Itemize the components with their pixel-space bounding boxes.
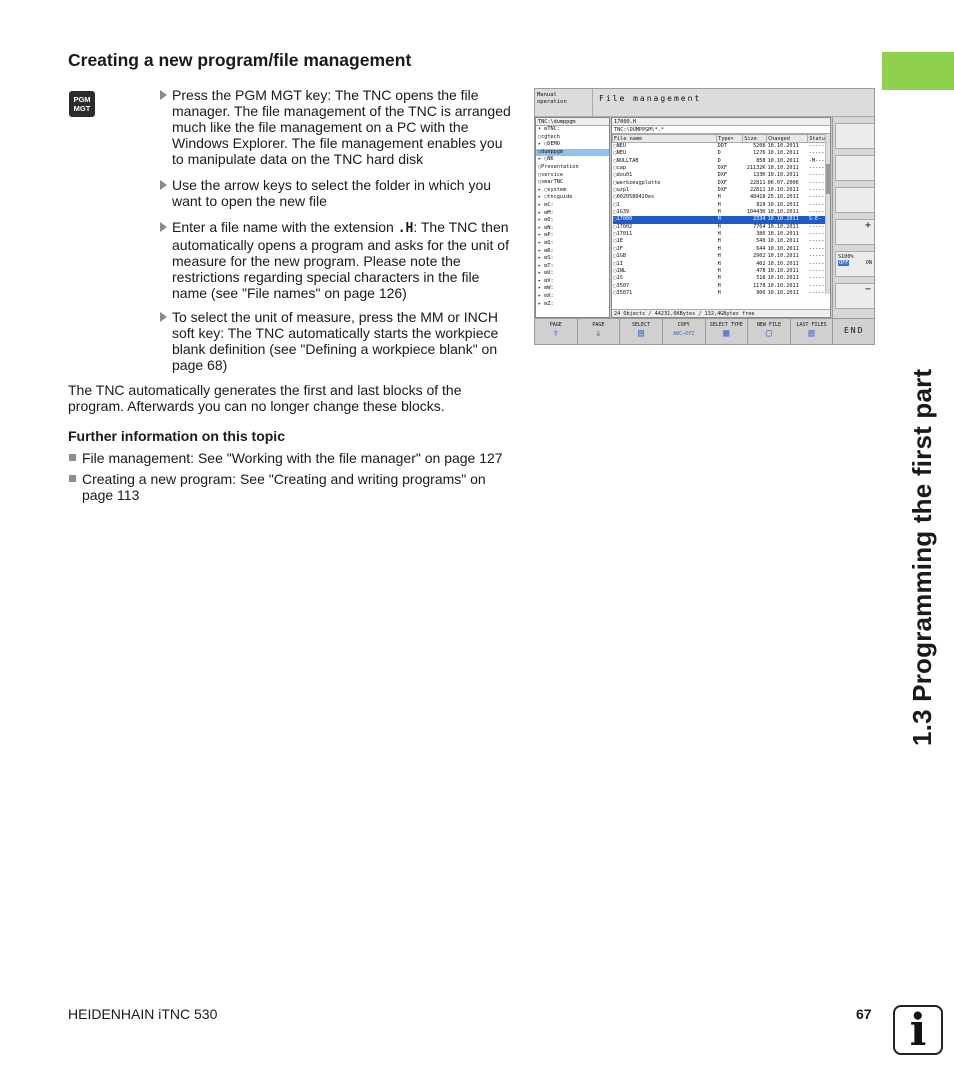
file-cell: ----- bbox=[808, 260, 825, 267]
tree-item[interactable]: ▢smarTNC bbox=[538, 179, 563, 186]
softkey-last-files[interactable] bbox=[791, 319, 834, 345]
file-cell: ----- bbox=[808, 275, 825, 282]
file-cell: 10.10.2011 bbox=[767, 187, 799, 194]
file-column-header[interactable]: Size bbox=[743, 135, 767, 143]
file-cell: DXF bbox=[717, 165, 728, 172]
arrow-bullet-icon bbox=[160, 312, 167, 322]
file-cell: 10.10.2011 bbox=[767, 223, 799, 230]
file-cell: 7764 bbox=[753, 223, 766, 230]
file-row[interactable] bbox=[613, 224, 830, 231]
file-cell: H bbox=[717, 216, 743, 223]
file-cell: D bbox=[717, 150, 721, 157]
footer-product: HEIDENHAIN iTNC 530 bbox=[68, 1006, 218, 1022]
file-cell: D bbox=[717, 157, 721, 164]
file-cell: ▢17000 bbox=[613, 216, 717, 223]
file-cell: 10.10.2011 bbox=[767, 231, 799, 238]
file-cell: 10.10.2011 bbox=[767, 172, 799, 179]
tree-item[interactable]: ▸ ▢tncguide bbox=[538, 194, 573, 201]
file-cell: ▢NEU bbox=[613, 143, 626, 149]
tree-item[interactable]: ▢dumppgm bbox=[536, 149, 609, 157]
file-cell: ▢uzp1 bbox=[613, 187, 630, 194]
file-cell: 386 bbox=[756, 231, 766, 238]
arrow-bullet-icon bbox=[160, 222, 167, 232]
file-cell: 478 bbox=[756, 267, 766, 274]
file-cell: H bbox=[717, 260, 721, 267]
file-cell: 2902 bbox=[753, 253, 766, 260]
file-cell: ▢1NL bbox=[613, 267, 626, 274]
file-row[interactable] bbox=[613, 194, 830, 201]
file-row[interactable] bbox=[613, 216, 830, 223]
file-row[interactable] bbox=[613, 143, 830, 151]
softkey-page[interactable] bbox=[578, 319, 621, 345]
file-cell: 5208 bbox=[753, 143, 766, 149]
softkey-end[interactable] bbox=[833, 319, 875, 345]
file-cell: ----- bbox=[808, 165, 825, 172]
mode-line: Manual bbox=[537, 92, 557, 98]
directory-tree bbox=[535, 117, 610, 318]
step-4-text: To select the unit of measure, press the MM or INCH soft key: The TNC automatically starts the workpiece blank definition (see "Defining a workpiece blank" on page 68) bbox=[172, 309, 499, 373]
file-cell: 518 bbox=[756, 275, 766, 282]
square-bullet-icon bbox=[69, 475, 76, 482]
file-cell: 10.10.2011 bbox=[767, 282, 799, 289]
file-cell: H bbox=[717, 231, 721, 238]
tree-item[interactable]: ▸ ▢DEMO bbox=[538, 141, 560, 148]
file-cell: ----- bbox=[808, 201, 825, 208]
file-cell: ----- bbox=[808, 150, 825, 157]
softkey-label: PAGE bbox=[549, 322, 562, 328]
body-paragraph: The TNC automatically generates the first and last blocks of the program. Afterwards you can no longer change these blocks. bbox=[68, 382, 462, 414]
tree-item[interactable]: ▢Presentation bbox=[538, 163, 579, 170]
softkey-icon: ▢ bbox=[765, 328, 772, 339]
tree-item[interactable]: ▸ ⊟X: bbox=[538, 293, 554, 300]
file-cell: 10.10.2011 bbox=[767, 157, 799, 164]
file-cell: ▢NULLTAB bbox=[613, 157, 639, 164]
softkey-copy[interactable] bbox=[663, 319, 706, 345]
file-cell: ▢0020580420es bbox=[613, 194, 655, 201]
page-number: 67 bbox=[856, 1006, 872, 1022]
mode-line: operation bbox=[537, 99, 567, 105]
file-cell: ▢1GB bbox=[613, 253, 626, 260]
file-cell: 10.10.2011 bbox=[767, 260, 799, 267]
softkey-select[interactable] bbox=[620, 319, 663, 345]
file-cell: DXF bbox=[717, 172, 728, 179]
tree-item[interactable]: ▸ ⊟U: bbox=[538, 270, 554, 277]
file-cell: H bbox=[717, 275, 721, 282]
file-list bbox=[611, 117, 831, 318]
file-cell: H bbox=[717, 289, 721, 296]
minus-icon: − bbox=[835, 283, 875, 309]
softkey-select-type[interactable] bbox=[706, 319, 749, 345]
file-cell: ▢dou01 bbox=[613, 172, 633, 179]
tree-item[interactable]: ▸ ⊟R: bbox=[538, 247, 554, 254]
file-cell: 10.10.2011 bbox=[767, 201, 799, 208]
further-info-item bbox=[68, 450, 514, 466]
info-icon bbox=[893, 1005, 943, 1055]
file-row[interactable] bbox=[613, 238, 830, 245]
file-cell: ----- bbox=[808, 209, 825, 216]
file-row[interactable] bbox=[613, 187, 830, 194]
file-cell: ----- bbox=[808, 238, 825, 245]
file-cell: 906 bbox=[756, 289, 766, 296]
file-cell: 10.10.2011 bbox=[767, 216, 808, 223]
file-cell: ----- bbox=[808, 289, 825, 296]
tree-item[interactable]: ▢service bbox=[538, 171, 563, 178]
tree-item[interactable]: ▸ ⊟M: bbox=[538, 209, 554, 216]
file-cell: 828 bbox=[756, 201, 766, 208]
file-cell: -M--- bbox=[808, 157, 825, 164]
file-cell: ----- bbox=[808, 172, 825, 179]
softkey-new-file[interactable] bbox=[748, 319, 791, 345]
file-cell: 402 bbox=[756, 260, 766, 267]
tree-item[interactable]: ▸ ⊟N: bbox=[538, 224, 554, 231]
softkey-label: SELECT bbox=[632, 322, 651, 328]
tree-item[interactable]: ▸ ⊟Q: bbox=[538, 239, 554, 246]
file-cell: H bbox=[717, 201, 721, 208]
softkey-icon: ▤ bbox=[638, 328, 645, 339]
file-column-header[interactable]: Type▾ bbox=[717, 135, 743, 143]
softkey-label: LAST FILES bbox=[796, 322, 827, 328]
file-cell: ----- bbox=[808, 194, 825, 201]
file-row[interactable] bbox=[613, 290, 830, 297]
operating-mode bbox=[535, 89, 593, 117]
file-row[interactable] bbox=[613, 172, 830, 179]
tree-item[interactable]: ▸ ⊟C: bbox=[538, 201, 554, 208]
tree-item[interactable]: ▸ ⊟T: bbox=[538, 262, 554, 269]
file-cell: 10.10.2011 bbox=[767, 209, 799, 216]
axis-icon bbox=[835, 187, 875, 213]
file-list-scrollbar[interactable] bbox=[825, 134, 830, 294]
step-1-text: Press the PGM MGT key: The TNC opens the file manager. The file management of the TNC is arranged much like the file management on a PC with the Windows Explorer. The file management enables you to manipulate data on the TNC hard disk bbox=[172, 87, 511, 167]
file-cell: ▢1 bbox=[613, 201, 620, 208]
file-cell: 10.10.2011 bbox=[767, 165, 799, 172]
further-info-title: Further information on this topic bbox=[68, 428, 285, 444]
file-cell: 1276 bbox=[753, 150, 766, 157]
file-row[interactable] bbox=[613, 268, 830, 275]
tree-item[interactable]: ▸ ▢system bbox=[538, 186, 567, 193]
file-cell: 06.07.2006 bbox=[767, 179, 799, 186]
file-cell: ----- bbox=[808, 253, 825, 260]
softkey-icon: ABC→XYZ bbox=[673, 331, 695, 337]
scroll-thumb[interactable] bbox=[826, 164, 831, 194]
further-info-item bbox=[68, 471, 514, 503]
file-cell: ----- bbox=[808, 245, 825, 252]
file-column-header[interactable]: File name bbox=[613, 135, 717, 143]
on-label: ON bbox=[865, 260, 872, 266]
key-icon-line2: MGT bbox=[73, 104, 91, 113]
arrow-bullet-icon bbox=[160, 90, 167, 100]
plus-icon: + bbox=[835, 219, 875, 245]
file-cell: S-E- bbox=[808, 216, 830, 223]
softkey-label: PAGE bbox=[592, 322, 605, 328]
file-row[interactable] bbox=[613, 150, 830, 157]
softkey-icon: ⇑ bbox=[552, 328, 559, 339]
file-cell: 2334 bbox=[743, 216, 767, 223]
softkey-label: SELECT TYPE bbox=[709, 322, 743, 328]
step-2-text: Use the arrow keys to select the folder in which you want to open the new file bbox=[172, 177, 492, 209]
path-filter: TNC:\DUMPPGM\*.* bbox=[612, 126, 830, 134]
file-cell: ▢cap bbox=[613, 165, 626, 172]
file-cell: H bbox=[717, 267, 721, 274]
softkey-label: END bbox=[843, 326, 865, 335]
file-cell: 10443K bbox=[746, 209, 766, 216]
further-info-item-text: Creating a new program: See "Creating and writing programs" on page 113 bbox=[82, 471, 486, 503]
file-row[interactable] bbox=[613, 209, 830, 216]
file-cell: 48418 bbox=[749, 194, 766, 201]
file-cell: H bbox=[717, 194, 721, 201]
file-cell: ----- bbox=[808, 179, 825, 186]
tree-item[interactable]: ▸ ⊟Z: bbox=[538, 300, 554, 307]
file-row[interactable] bbox=[613, 275, 830, 282]
step-4 bbox=[160, 309, 512, 373]
file-cell: ▢17002 bbox=[613, 223, 633, 230]
chapter-side-title bbox=[900, 66, 940, 746]
softkey-icon: ▤ bbox=[808, 328, 815, 339]
file-cell: ----- bbox=[808, 223, 825, 230]
file-cell: 1178 bbox=[753, 282, 766, 289]
tree-item[interactable]: ▸ ⊟O: bbox=[538, 217, 554, 224]
file-cell: ▢17011 bbox=[613, 231, 633, 238]
tree-item[interactable]: ▸ ⊟W: bbox=[538, 285, 554, 292]
file-cell: 540 bbox=[756, 238, 766, 245]
file-table bbox=[612, 134, 830, 297]
file-cell: H bbox=[717, 282, 721, 289]
file-cell: ▢1E bbox=[613, 238, 623, 245]
file-row[interactable] bbox=[613, 165, 830, 172]
file-row[interactable] bbox=[613, 231, 830, 238]
file-cell: 858 bbox=[756, 157, 766, 164]
file-cell: 644 bbox=[756, 245, 766, 252]
file-cell: ----- bbox=[808, 267, 825, 274]
file-column-header[interactable]: Changed bbox=[767, 135, 808, 143]
step-3-before: Enter a file name with the extension bbox=[172, 219, 398, 235]
step-1 bbox=[160, 87, 512, 167]
step-3-after: : The TNC then automatically opens a program and asks for the unit of measure for the new program. Please note the restrictions regarding special characters in the file name (see "File names" on page 126) bbox=[172, 219, 509, 301]
key-icon-line1: PGM bbox=[73, 95, 91, 104]
file-cell: ▢1S bbox=[613, 275, 623, 282]
file-cell: ▢werkzeugplatte bbox=[613, 179, 661, 186]
file-cell: H bbox=[717, 223, 721, 230]
file-status-bar: 24 Objects / 44231,6KBytes / 132,4GBytes free bbox=[612, 309, 830, 317]
file-cell: ----- bbox=[808, 231, 825, 238]
file-row[interactable] bbox=[613, 158, 830, 165]
arrow-bullet-icon bbox=[160, 180, 167, 190]
file-cell: 133K bbox=[753, 172, 766, 179]
info-icon-glyph: i bbox=[909, 1005, 927, 1056]
step-2 bbox=[160, 177, 512, 209]
file-cell: H bbox=[717, 253, 721, 260]
file-cell: 21132K bbox=[746, 165, 766, 172]
machine-status-panel bbox=[832, 117, 875, 318]
tree-item[interactable]: ▾ ⊟TNC: bbox=[538, 126, 560, 132]
current-file: 17000.H bbox=[612, 118, 830, 126]
file-cell: 22811 bbox=[749, 179, 766, 186]
file-column-header[interactable]: Statu bbox=[808, 135, 830, 143]
further-info-item-text: File management: See "Working with the file manager" on page 127 bbox=[82, 450, 503, 466]
spindle-icon bbox=[835, 123, 875, 149]
file-cell: 10.10.2011 bbox=[767, 238, 799, 245]
file-cell: 10.10.2011 bbox=[767, 253, 799, 260]
file-cell: 25.10.2011 bbox=[767, 194, 799, 201]
file-management-title: File management bbox=[593, 89, 875, 117]
file-row[interactable] bbox=[613, 180, 830, 187]
file-cell: ▢1F bbox=[613, 245, 623, 252]
file-cell: ▢NEU bbox=[613, 150, 626, 157]
file-cell: 22811 bbox=[749, 187, 766, 194]
page-heading: Creating a new program/file management bbox=[68, 50, 412, 70]
softkey-label: NEW FILE bbox=[756, 322, 781, 328]
softkey-page[interactable] bbox=[535, 319, 578, 345]
file-cell: 10.10.2011 bbox=[767, 143, 799, 149]
pgm-mgt-key-icon bbox=[69, 91, 95, 117]
tree-item[interactable]: ▸ ⊟P: bbox=[538, 232, 554, 239]
file-cell: DXF bbox=[717, 179, 728, 186]
file-cell: 10.10.2011 bbox=[767, 245, 799, 252]
file-cell: ----- bbox=[808, 187, 825, 194]
file-cell: DXF bbox=[717, 187, 728, 194]
tree-path: TNC:\dumppgm bbox=[536, 118, 609, 126]
softkey-icon: ▦ bbox=[723, 328, 730, 339]
square-bullet-icon bbox=[69, 454, 76, 461]
step-3 bbox=[160, 219, 512, 301]
feed-override: S100% bbox=[838, 254, 854, 260]
softkey-bar bbox=[535, 318, 875, 345]
tree-item[interactable]: ▸ ⊟V: bbox=[538, 277, 554, 284]
softkey-icon: ⇓ bbox=[595, 328, 602, 339]
tnc-file-manager-screenshot bbox=[534, 88, 875, 345]
tool-icon bbox=[835, 155, 875, 181]
file-cell: 10.10.2011 bbox=[767, 275, 799, 282]
file-row[interactable] bbox=[613, 283, 830, 290]
file-cell: H bbox=[717, 245, 721, 252]
off-label: OFF bbox=[839, 260, 849, 266]
file-cell: 10.10.2011 bbox=[767, 267, 799, 274]
file-cell: ▢1I bbox=[613, 260, 623, 267]
tree-item[interactable]: ▸ ▢NK bbox=[538, 156, 554, 163]
chapter-side-title-text: 1.3 Programming the first part bbox=[907, 368, 937, 746]
file-cell: ----- bbox=[808, 143, 825, 149]
file-cell: H bbox=[717, 238, 721, 245]
file-cell: ----- bbox=[808, 282, 825, 289]
file-row[interactable] bbox=[613, 261, 830, 268]
file-row[interactable] bbox=[613, 253, 830, 260]
file-cell: H bbox=[717, 209, 721, 216]
softkey-label: COPY bbox=[677, 322, 690, 328]
file-cell: ▢1G39 bbox=[613, 209, 630, 216]
override-panel bbox=[835, 251, 875, 277]
file-extension: .H bbox=[397, 221, 414, 236]
file-cell: DDT bbox=[717, 143, 728, 149]
file-cell: 10.10.2011 bbox=[767, 289, 799, 296]
file-cell: ▢3507 bbox=[613, 282, 630, 289]
file-row[interactable] bbox=[613, 202, 830, 209]
file-cell: 10.10.2011 bbox=[767, 150, 799, 157]
tree-item[interactable]: ▸ ⊟S: bbox=[538, 255, 554, 262]
tree-item[interactable]: ▢cgtech bbox=[538, 133, 560, 140]
file-row[interactable] bbox=[613, 246, 830, 253]
file-cell: ▢35071 bbox=[613, 289, 633, 296]
